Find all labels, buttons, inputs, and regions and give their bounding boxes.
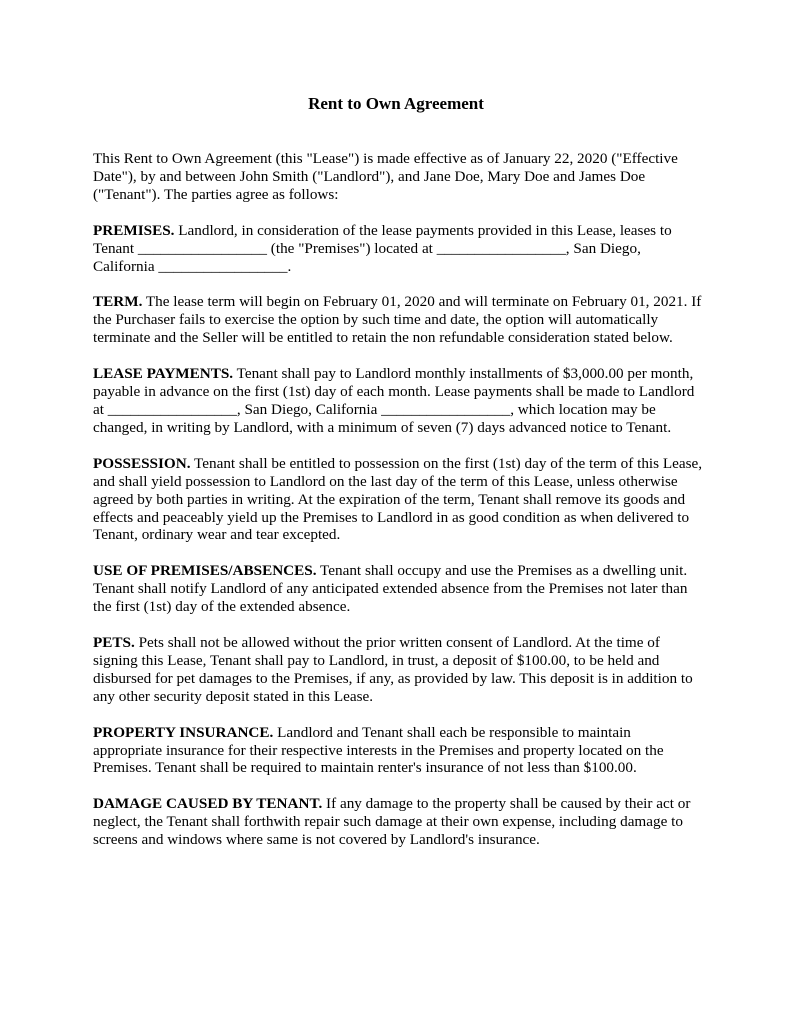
section-text-lease-payments: Tenant shall pay to Landlord monthly installments of $3,000.00 per month, payable in advance on the first (1st) day of each month. Lease payments shall be made to Landlord at _________________, San Diego, California _________________, which location may be changed, in writing by Landlord, with a minimum of seven (7) days advanced notice to Tenant. — [93, 365, 695, 436]
section-premises — [93, 222, 703, 276]
section-property-insurance — [93, 724, 703, 778]
section-text-property-insurance: Landlord and Tenant shall each be responsible to maintain appropriate insurance for their respective interests in the Premises and property located on the Premises. Tenant shall be required to maintain renter's insurance of not less than $100.00. — [93, 723, 664, 777]
section-text-damage-by-tenant: If any damage to the property shall be caused by their act or neglect, the Tenant shall forthwith repair such damage at their own expense, including damage to screens and windows where same is not covered by Landlord's insurance. — [93, 795, 691, 849]
section-text-possession: Tenant shall be entitled to possession on the first (1st) day of the term of this Lease, and shall yield possession to Landlord on the last day of the term of this Lease, unless otherwise agreed by both parties in writing. At the expiration of the term, Tenant shall remove its goods and effects and peaceably yield up the Premises to Landlord in as good condition as when delivered to Tenant, ordinary wear and tear excepted. — [93, 454, 703, 544]
section-text-pets: Pets shall not be allowed without the prior written consent of Landlord. At the time of signing this Lease, Tenant shall pay to Landlord, in trust, a deposit of $100.00, to be held and disbursed for pet damages to the Premises, if any, as provided by law. This deposit is in addition to any other security deposit stated in this Lease. — [93, 634, 693, 705]
section-pets — [93, 634, 703, 706]
section-damage-by-tenant — [93, 795, 703, 849]
section-possession — [93, 455, 703, 545]
intro-paragraph: This Rent to Own Agreement (this "Lease") is made effective as of January 22, 2020 ("Effective Date"), by and between John Smith ("Landlord"), and Jane Doe, Mary Doe and James Doe ("Tenant"). The parties agree as follows: — [93, 150, 678, 203]
document-title: Rent to Own Agreement — [308, 94, 484, 113]
section-heading-property-insurance: PROPERTY INSURANCE. — [93, 723, 274, 741]
section-text-premises: Landlord, in consideration of the lease payments provided in this Lease, leases to Tenant _________________ (the "Premises") located at _________________, San Diego, California _________________. — [93, 221, 672, 275]
section-heading-premises: PREMISES. — [93, 221, 175, 239]
section-text-use-of-premises: Tenant shall occupy and use the Premises as a dwelling unit. Tenant shall notify Landlord of any anticipated extended absence from the Premises not later than the first (1st) day of the extended absence. — [93, 562, 688, 616]
section-term — [93, 293, 703, 347]
section-lease-payments — [93, 365, 703, 437]
section-heading-lease-payments: LEASE PAYMENTS. — [93, 365, 234, 383]
section-heading-use-of-premises: USE OF PREMISES/ABSENCES. — [93, 562, 317, 580]
section-use-of-premises — [93, 562, 703, 616]
section-heading-possession: POSSESSION. — [93, 454, 191, 472]
section-heading-term: TERM. — [93, 293, 143, 311]
section-text-term: The lease term will begin on February 01, 2020 and will terminate on February 01, 2021. If the Purchaser fails to exercise the option by such time and date, the option will automatically terminate and the Seller will be entitled to retain the non refundable consideration stated below. — [93, 293, 702, 347]
section-heading-damage-by-tenant: DAMAGE CAUSED BY TENANT. — [93, 795, 323, 813]
section-heading-pets: PETS. — [93, 634, 135, 652]
document-body — [93, 150, 703, 867]
